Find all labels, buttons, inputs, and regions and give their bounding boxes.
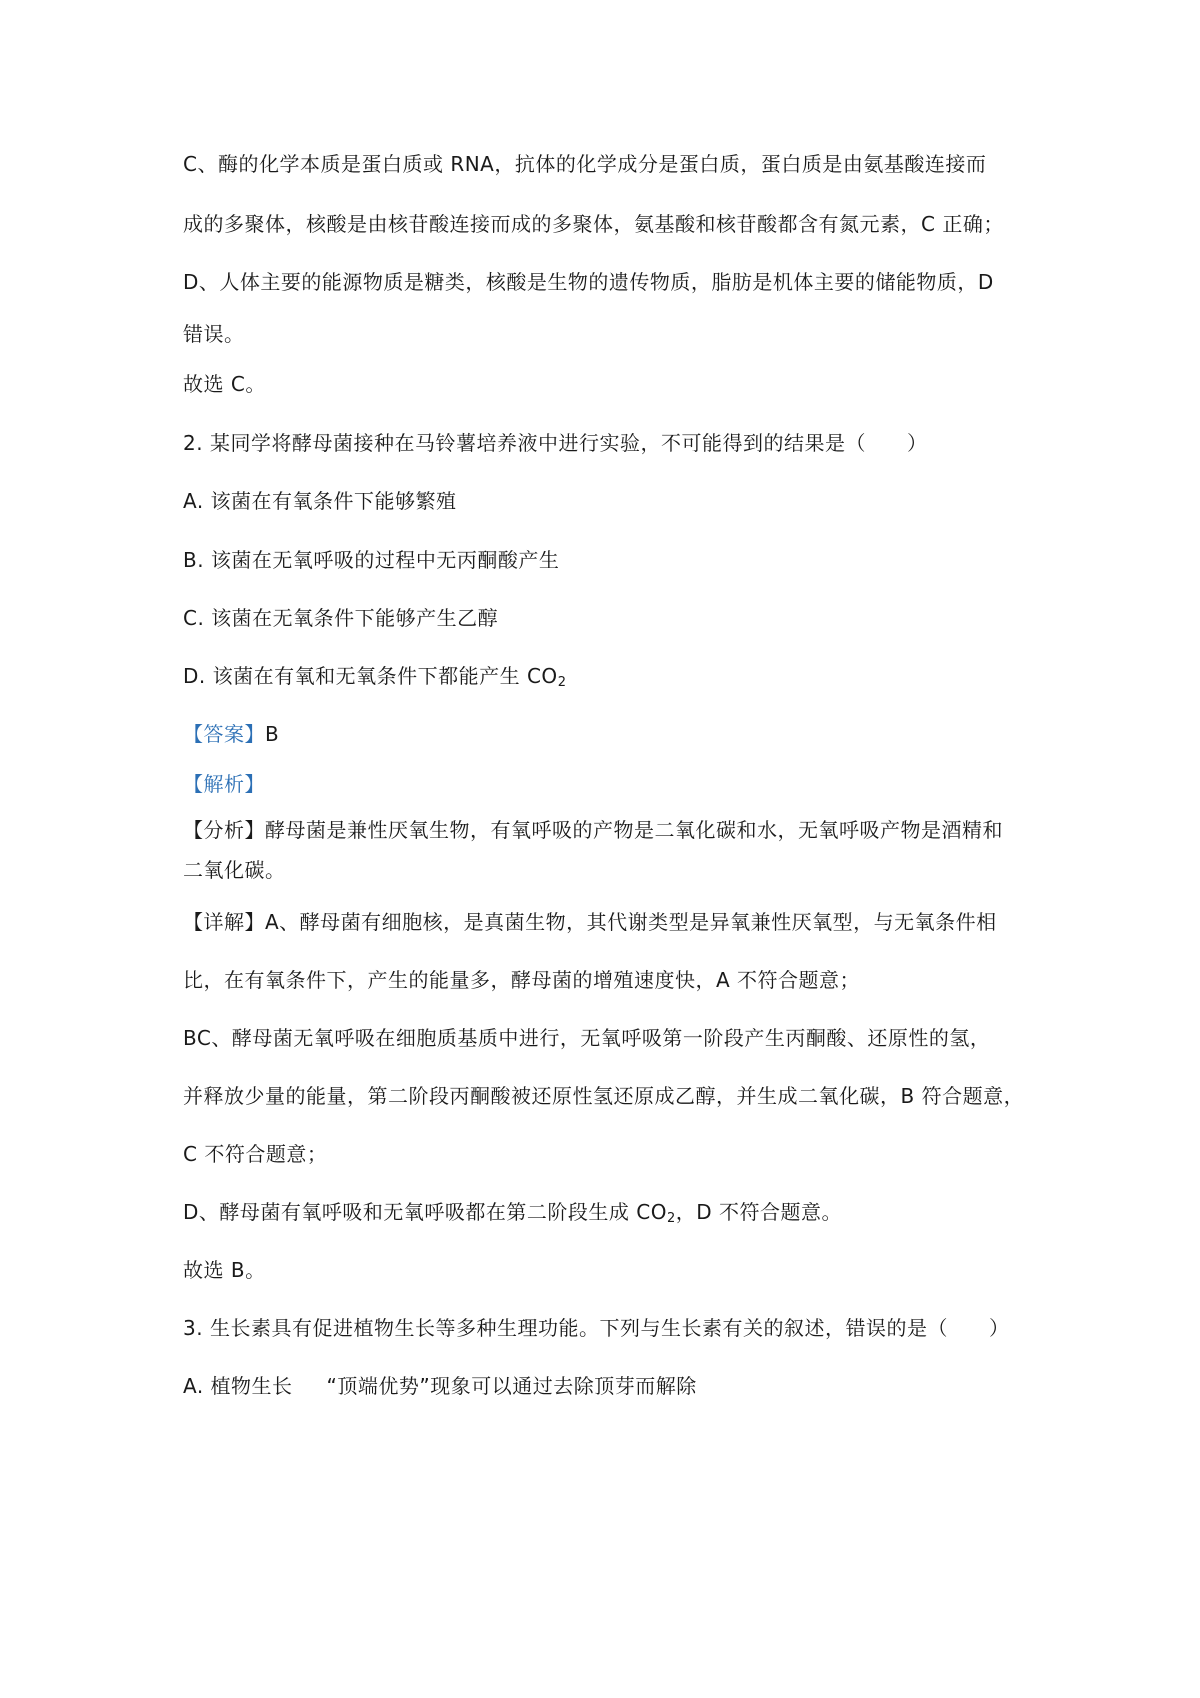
xiangjie-tag: 【详解】 <box>183 910 265 934</box>
q2-bc-line-3: C 不符合题意； <box>183 1142 328 1166</box>
q3-option-a-part-1: A. 植物生长 <box>183 1374 293 1398</box>
q2-conclusion: 故选 B。 <box>183 1258 266 1282</box>
q2-option-d-subscript: 2 <box>557 675 567 690</box>
q3-option-a <box>183 1372 1043 1400</box>
answer-tag: 【答案】 <box>183 722 265 746</box>
q2-fenxi-line-1 <box>183 816 1043 844</box>
q2-stem: 2. 某同学将酵母菌接种在马铃薯培养液中进行实验，不可能得到的结果是（ ） <box>183 431 928 455</box>
q3-option-a-part-2: “顶端优势”现象可以通过去除顶芽而解除 <box>326 1374 697 1398</box>
q2-xiangjie-line-1 <box>183 908 1043 936</box>
q2-d-subscript: 2 <box>666 1211 676 1226</box>
q2-answer <box>183 720 1043 748</box>
answer-value: B <box>265 722 280 746</box>
q2-d-text: D、酵母菌有氧呼吸和无氧呼吸都在第二阶段生成 CO <box>183 1200 667 1224</box>
q1-analysis-c-line-2: 成的多聚体，核酸是由核苷酸连接而成的多聚体，氨基酸和核苷酸都含有氮元素，C 正确； <box>183 212 1004 236</box>
analysis-tag: 【解析】 <box>183 772 265 796</box>
q1-conclusion: 故选 C。 <box>183 372 266 396</box>
fenxi-text-1: 酵母菌是兼性厌氧生物，有氧呼吸的产物是二氧化碳和水，无氧呼吸产物是酒精和 <box>265 818 1003 842</box>
q2-option-d-text: D. 该菌在有氧和无氧条件下都能产生 CO <box>183 664 558 688</box>
q1-analysis-d-line-1: D、人体主要的能源物质是糖类，核酸是生物的遗传物质，脂肪是机体主要的储能物质，D <box>183 270 994 294</box>
q2-d-tail: ，D 不符合题意。 <box>675 1200 843 1224</box>
q2-option-c: C. 该菌在无氧条件下能够产生乙醇 <box>183 606 499 630</box>
q2-d-line <box>183 1198 1043 1226</box>
q1-analysis-c-line-1: C、酶的化学本质是蛋白质或 RNA，抗体的化学成分是蛋白质，蛋白质是由氨基酸连接而 <box>183 152 987 176</box>
q3-stem: 3. 生长素具有促进植物生长等多种生理功能。下列与生长素有关的叙述，错误的是（ ） <box>183 1316 1010 1340</box>
q1-analysis-d-line-2: 错误。 <box>183 322 245 346</box>
q2-xiangjie-line-2: 比，在有氧条件下，产生的能量多，酵母菌的增殖速度快，A 不符合题意； <box>183 968 861 992</box>
fenxi-tag: 【分析】 <box>183 818 265 842</box>
q2-option-d <box>183 662 1043 690</box>
q2-fenxi-line-2: 二氧化碳。 <box>183 858 286 882</box>
xiangjie-text-1: A、酵母菌有细胞核，是真菌生物，其代谢类型是异氧兼性厌氧型，与无氧条件相 <box>265 910 997 934</box>
q2-option-b: B. 该菌在无氧呼吸的过程中无丙酮酸产生 <box>183 548 560 572</box>
q2-bc-line-1: BC、酵母菌无氧呼吸在细胞质基质中进行，无氧呼吸第一阶段产生丙酮酸、还原性的氢， <box>183 1026 991 1050</box>
q2-option-a: A. 该菌在有氧条件下能够繁殖 <box>183 489 457 513</box>
q2-bc-line-2: 并释放少量的能量，第二阶段丙酮酸被还原性氢还原成乙醇，并生成二氧化碳，B 符合题意， <box>183 1084 1025 1108</box>
